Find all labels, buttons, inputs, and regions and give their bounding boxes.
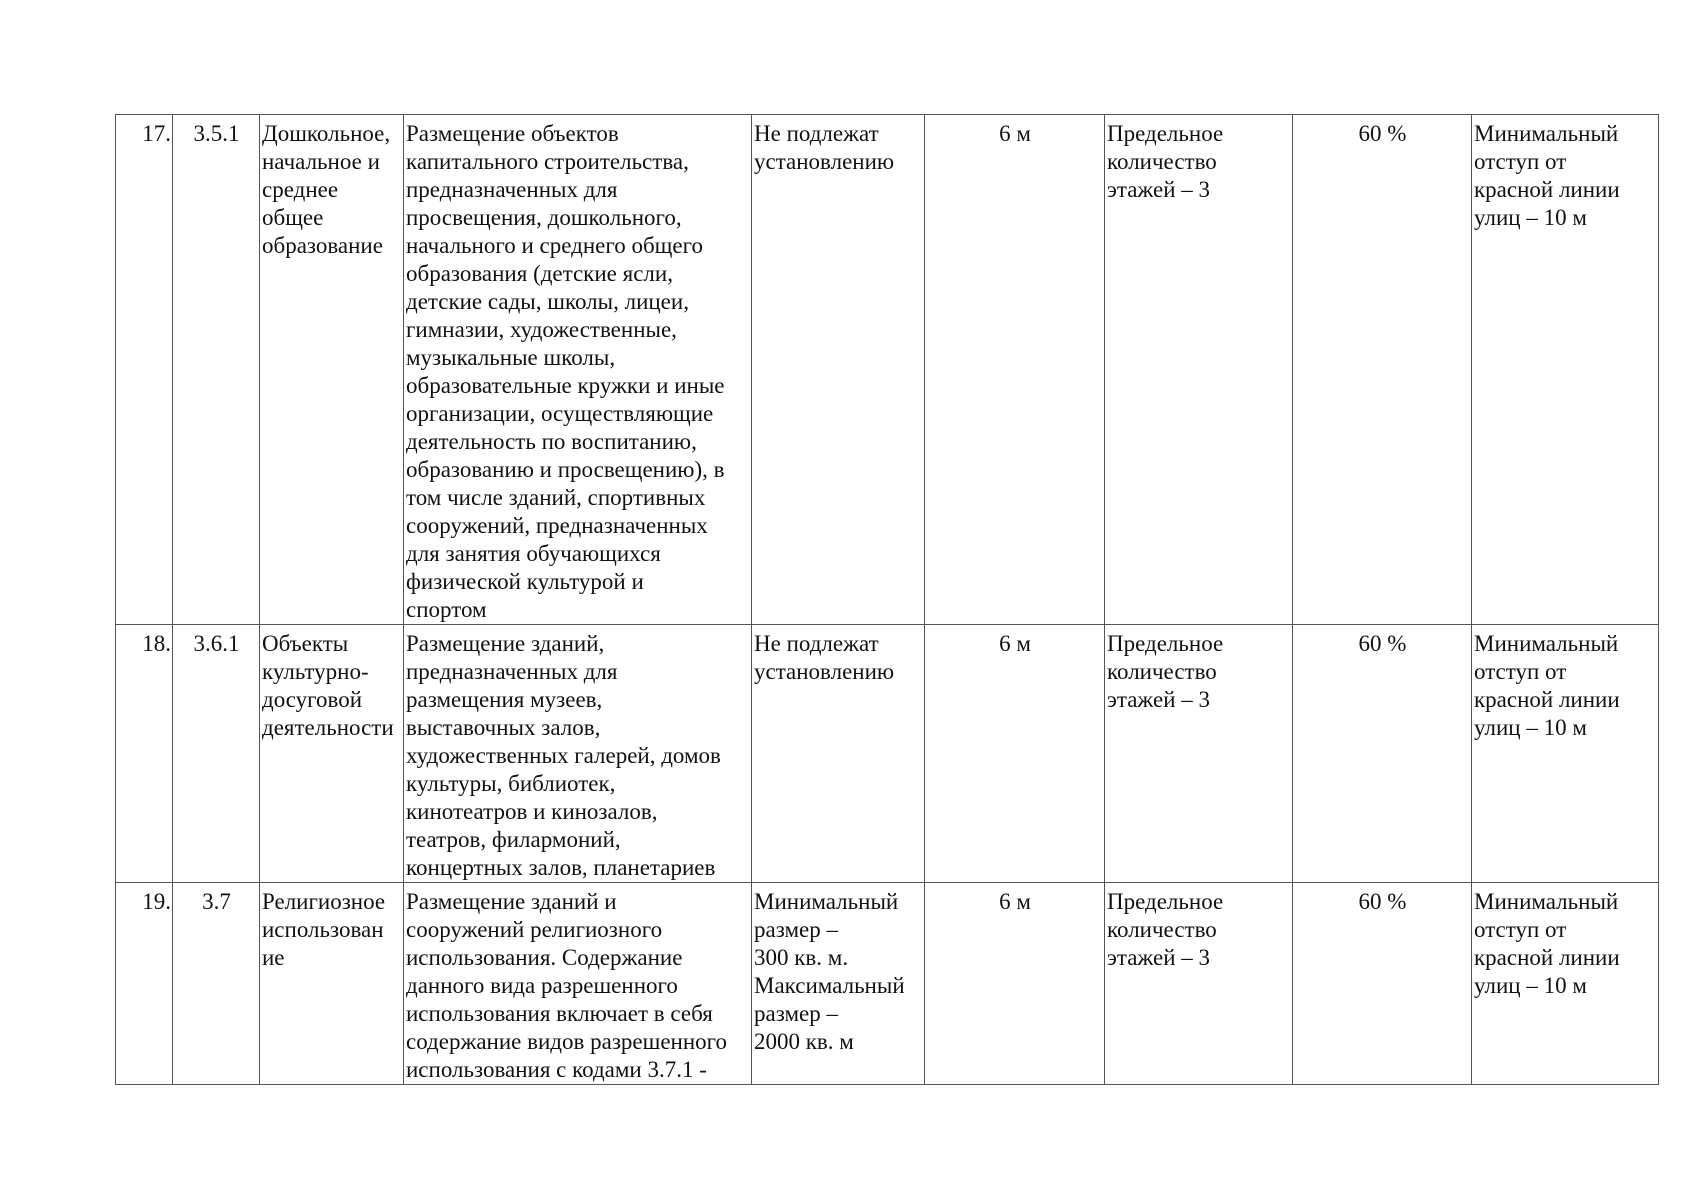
row-number: 18. [116,625,173,883]
coverage-percent: 60 % [1293,115,1472,625]
table-row [116,883,1659,1085]
floor-limit: Предельное количество этажей – 3 [1105,883,1293,1085]
setback-value: 6 м [925,625,1105,883]
plot-area-limits: Минимальный размер – 300 кв. м. Максимальный размер – 2000 кв. м [752,883,925,1085]
use-name: Дошкольное, начальное и среднее общее образование [260,115,404,625]
table-row [116,625,1659,883]
floor-limit: Предельное количество этажей – 3 [1105,115,1293,625]
setback-value: 6 м [925,115,1105,625]
floor-limit: Предельное количество этажей – 3 [1105,625,1293,883]
use-description: Размещение зданий, предназначенных для размещения музеев, выставочных залов, художественных галерей, домов культуры, библиотек, кинотеатров и кинозалов, театров, филармоний, концертных залов, планетариев [404,625,752,883]
use-code: 3.7 [173,883,260,1085]
other-parameters: Минимальный отступ от красной линии улиц – 10 м [1472,625,1659,883]
row-number: 19. [116,883,173,1085]
use-name: Объекты культурно- досуговой деятельности [260,625,404,883]
use-description: Размещение объектов капитального строительства, предназначенных для просвещения, дошкольного, начального и среднего общего образования (детские ясли, детские сады, школы, лицеи, гимназии, художественные, музыкальные школы, образовательные кружки и иные организации, осуществляющие деятельность по воспитанию, образованию и просвещению), в том числе зданий, спортивных сооружений, предназначенных для занятия обучающихся физической культурой и спортом [404,115,752,625]
other-parameters: Минимальный отступ от красной линии улиц – 10 м [1472,883,1659,1085]
plot-area-limits: Не подлежат установлению [752,115,925,625]
table-row [116,115,1659,625]
plot-area-limits: Не подлежат установлению [752,625,925,883]
use-description: Размещение зданий и сооружений религиозного использования. Содержание данного вида разрешенного использования включает в себя содержание видов разрешенного использования с кодами 3.7.1 - [404,883,752,1085]
land-use-table [115,114,1659,1085]
use-code: 3.5.1 [173,115,260,625]
coverage-percent: 60 % [1293,883,1472,1085]
setback-value: 6 м [925,883,1105,1085]
row-number: 17. [116,115,173,625]
coverage-percent: 60 % [1293,625,1472,883]
use-code: 3.6.1 [173,625,260,883]
other-parameters: Минимальный отступ от красной линии улиц – 10 м [1472,115,1659,625]
use-name: Религиозное использован ие [260,883,404,1085]
